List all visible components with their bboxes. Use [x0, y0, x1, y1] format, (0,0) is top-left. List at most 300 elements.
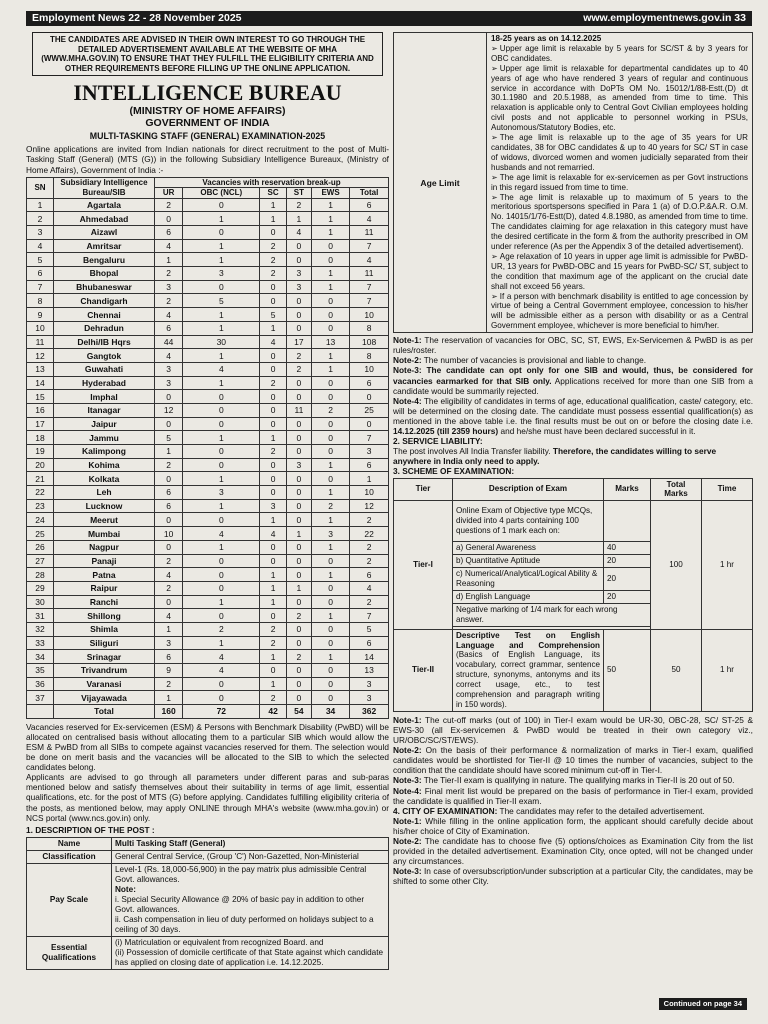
subject-marks: 20 — [604, 555, 651, 568]
cell-obc: 4 — [183, 362, 260, 376]
ministry-name: (MINISTRY OF HOME AFFAIRS) — [129, 105, 286, 118]
advisory-notice: THE CANDIDATES ARE ADVISED IN THEIR OWN INTEREST TO GO THROUGH THE DETAILED ADVERTISEMENT AVAILABLE AT THE WEBSITE OF MHA (WWW.MHA.GOV.IN) TO ENSURE THAT THEY FULFILL THE ELIGIBILITY CRITERIA AND OTHER REQUIREMENTS BEFORE FILLING UP THE ONLINE APPLICATION. — [32, 32, 383, 76]
essential-qualifications-cell — [112, 936, 389, 969]
cell-sn: 17 — [27, 417, 54, 431]
tier-1-label: Tier-I — [394, 501, 453, 629]
cell-obc: 0 — [183, 513, 260, 527]
cell-ews: 0 — [311, 239, 349, 253]
cell-total: 7 — [350, 294, 389, 308]
cell-sib: Ranchi — [54, 595, 155, 609]
cell-st: 0 — [286, 513, 311, 527]
total-cell: 34 — [311, 705, 349, 719]
cell-total: 6 — [350, 458, 389, 472]
cell-sc: 2 — [260, 267, 287, 281]
cell-sc: 2 — [260, 691, 287, 705]
cell-sib: Jammu — [54, 431, 155, 445]
city-note-1 — [393, 816, 753, 836]
post-name-label: Name — [27, 837, 112, 850]
cell-st: 11 — [286, 403, 311, 417]
post-description-heading: 1. DESCRIPTION OF THE POST : — [26, 824, 155, 835]
vacancy-row — [27, 540, 389, 554]
subject-marks: 20 — [604, 590, 651, 603]
cell-obc: 1 — [183, 472, 260, 486]
col-obc: OBC (NCL) — [183, 188, 260, 199]
government-name: GOVERNMENT OF INDIA — [145, 117, 270, 130]
cell-ews: 0 — [311, 622, 349, 636]
note-text: The reservation of vacancies for OBC, SC, ST, EWS, Ex-Servicemen & PwBD is as per rules/roster. — [393, 335, 753, 356]
age-relaxation-item — [491, 44, 748, 64]
cell-st: 0 — [286, 417, 311, 431]
exam-name: MULTI-TASKING STAFF (GENERAL) EXAMINATION-2025 — [89, 131, 326, 142]
col-st: ST — [286, 188, 311, 199]
vacancy-row — [27, 253, 389, 267]
arrow-bullet-icon: ➢ — [491, 63, 498, 73]
cell-sib: Nagpur — [54, 540, 155, 554]
cell-st: 3 — [286, 280, 311, 294]
cell-ews: 2 — [311, 499, 349, 513]
total-cell: 54 — [286, 705, 311, 719]
cell-sib: Amritsar — [54, 239, 155, 253]
pay-note-i: i. Special Security Allowance @ 20% of basic pay in addition to other Govt. allowances. — [115, 894, 365, 914]
note-text: The number of vacancies is provisional and liable to change. — [421, 355, 647, 366]
cell-st: 0 — [286, 294, 311, 308]
vacancy-row — [27, 636, 389, 650]
total-cell: 72 — [183, 705, 260, 719]
cell-total: 7 — [350, 609, 389, 623]
cell-total: 5 — [350, 622, 389, 636]
negative-marking-note: Negative marking of 1/4 mark for each wrong answer. — [453, 603, 651, 626]
col-total: Total — [350, 188, 389, 199]
cell-obc: 1 — [183, 349, 260, 363]
age-limit-range: 18-25 years as on 14.12.2025 — [491, 34, 602, 43]
cell-ews: 0 — [311, 417, 349, 431]
note-label: Note-3: — [393, 775, 422, 786]
cell-ews: 1 — [311, 198, 349, 212]
cell-obc: 4 — [183, 650, 260, 664]
cell-ews: 0 — [311, 445, 349, 459]
vacancy-row — [27, 527, 389, 541]
cell-sib: Shimla — [54, 622, 155, 636]
vacancy-row — [27, 212, 389, 226]
cell-sn: 28 — [27, 568, 54, 582]
esm-paragraph: Vacancies reserved for Ex-servicemen (ESM) & Persons with Benchmark Disability (PwBD) will be allocated on centralised basis without allocating them to a particular SIB which would allow the ESM & PwBD from all SIBs to compete against vacancies reserved for them. The selection would be done on merit basis and the vacancies will be allocated to the SIB to which the selected candidates belong. — [26, 721, 389, 773]
cell-sib: Jaipur — [54, 417, 155, 431]
cell-sib: Srinagar — [54, 650, 155, 664]
cell-sc: 0 — [260, 226, 287, 240]
cell-sc: 1 — [260, 677, 287, 691]
qualification-ii: (ii) Possession of domicile certificate of that State against which candidate has applied on closing date of application i.e. 14.12.2025. — [115, 947, 384, 967]
cell-sib: Panaji — [54, 554, 155, 568]
cell-ur: 12 — [155, 403, 183, 417]
cell-obc: 1 — [183, 253, 260, 267]
vacancy-note-3 — [393, 365, 753, 395]
cell-st: 0 — [286, 568, 311, 582]
cell-obc: 0 — [183, 445, 260, 459]
col-group-vacancies: Vacancies with reservation break-up — [155, 177, 389, 188]
age-limit-label: Age Limit — [394, 33, 487, 332]
pay-note-ii: ii. Cash compensation in lieu of duty performed on holidays subject to a ceiling of 30 days. — [115, 914, 374, 934]
note-text: The Tier-II exam is qualifying in nature. The qualifying marks in Tier-II is 20 out of 50. — [421, 775, 735, 786]
cell-sib: Mumbai — [54, 527, 155, 541]
cell-st: 0 — [286, 636, 311, 650]
cell-obc: 1 — [183, 321, 260, 335]
cell-st: 17 — [286, 335, 311, 349]
cell-sn: 30 — [27, 595, 54, 609]
tier-2-total: 50 — [651, 629, 702, 711]
cell-ur: 0 — [155, 513, 183, 527]
cell-ews: 1 — [311, 568, 349, 582]
cell-sn: 32 — [27, 622, 54, 636]
city-heading: 4. CITY OF EXAMINATION: — [393, 805, 498, 816]
vacancy-row — [27, 267, 389, 281]
cell-ur: 2 — [155, 267, 183, 281]
age-relaxation-text: Age relaxation of 10 years in upper age limit is admissible for PwBD-UR, 13 years for PwBD-OBC and 15 years for PwBD-SC/ ST, subject to the condition that maximum age of the applicant on the crucial date shall not exceed 56 years. — [491, 251, 748, 291]
note-text: The candidate has to choose five (5) options/choices as Examination City from the list provided in the detailed advertisement. Examination City, once opted, will not be changed under any circumstances. — [393, 836, 753, 867]
cell-ur: 1 — [155, 622, 183, 636]
cell-ews: 1 — [311, 650, 349, 664]
cell-obc: 0 — [183, 390, 260, 404]
cell-sib: Trivandrum — [54, 664, 155, 678]
vacancy-row — [27, 486, 389, 500]
cell-ews: 0 — [311, 581, 349, 595]
cell-total: 7 — [350, 280, 389, 294]
cell-sib: Siliguri — [54, 636, 155, 650]
cell-obc: 0 — [183, 609, 260, 623]
cell-sib: Hyderabad — [54, 376, 155, 390]
note-label: Note-2: — [393, 745, 422, 756]
age-relaxation-item — [491, 252, 748, 292]
website-page-number: www.employmentnews.gov.in 33 — [583, 12, 746, 24]
cell-st: 0 — [286, 308, 311, 322]
continued-on-label: Continued on page 34 — [659, 998, 747, 1010]
vacancy-note-4 — [393, 396, 753, 436]
cell-ews: 1 — [311, 226, 349, 240]
essential-qualifications-label: Essential Qualifications — [27, 936, 112, 969]
cell-ur: 2 — [155, 554, 183, 568]
cell-obc: 1 — [183, 431, 260, 445]
cell-total: 14 — [350, 650, 389, 664]
cell-sn: 14 — [27, 376, 54, 390]
age-relaxation-text: Upper age limit is relaxable for departmental candidates up to 40 years of age who have rendered 3 years of regular and continuous service in accordance with DoPTs OM No. 15012/1/88-Estt.(D) dt 30.1.1980 and 20.5.1988, as amended from time to time. This relaxation is applicable only to Central Govt Civilian employees holding civil posts and not applicable to personnel working in PSUs, Autonomous/Statutory Bodies, etc. — [491, 63, 748, 133]
cell-total: 6 — [350, 198, 389, 212]
vacancy-row — [27, 198, 389, 212]
cell-ur: 44 — [155, 335, 183, 349]
cell-sn: 36 — [27, 677, 54, 691]
note-label: Note-4: — [393, 785, 422, 796]
cell-sc: 1 — [260, 431, 287, 445]
col-time: Time — [702, 478, 753, 501]
vacancy-row — [27, 554, 389, 568]
tier-2-title: Descriptive Test on English Language and Comprehension — [456, 630, 600, 650]
scheme-notes — [393, 715, 753, 887]
left-column — [26, 30, 389, 1014]
tier-2-time: 1 hr — [702, 629, 753, 711]
cell-sn: 35 — [27, 664, 54, 678]
scheme-note-4 — [393, 786, 753, 806]
cell-total: 108 — [350, 335, 389, 349]
cell-sn: 5 — [27, 253, 54, 267]
cell-sn: 34 — [27, 650, 54, 664]
cell-sn: 20 — [27, 458, 54, 472]
scheme-note-3 — [393, 775, 753, 785]
cell-obc: 1 — [183, 540, 260, 554]
cell-obc: 4 — [183, 664, 260, 678]
note-text: Final merit list would be prepared on the basis of performance in Tier-I exam, provided the candidate is qualified in Tier-II exam. — [393, 785, 753, 806]
cell-st: 0 — [286, 677, 311, 691]
note-label: Note-2: — [393, 836, 422, 847]
cell-sc: 1 — [260, 513, 287, 527]
cell-total: 12 — [350, 499, 389, 513]
note-text: and he/she must have been declared successful in it. — [498, 426, 696, 437]
cell-st: 0 — [286, 376, 311, 390]
cell-sn: 11 — [27, 335, 54, 349]
col-marks: Marks — [604, 478, 651, 501]
note-text: In case of oversubscription/under subscription at a particular City, the candidates, may be shifted to some other City. — [393, 866, 753, 887]
cell-obc: 4 — [183, 527, 260, 541]
vacancy-row — [27, 417, 389, 431]
cell-ur: 6 — [155, 499, 183, 513]
cell-ur: 0 — [155, 390, 183, 404]
cell-st: 4 — [286, 226, 311, 240]
cell-ur: 4 — [155, 609, 183, 623]
cell-sib: Kalimpong — [54, 445, 155, 459]
total-cell — [27, 705, 54, 719]
cell-sc: 0 — [260, 280, 287, 294]
cell-total: 11 — [350, 267, 389, 281]
cell-sc: 1 — [260, 581, 287, 595]
cell-sn: 21 — [27, 472, 54, 486]
note-text: The cut-off marks (out of 100) in Tier-I exam would be UR-30, OBC-28, SC/ ST-25 & EWS-30 (all Ex-servicemen & PwBD would be treated in their own category viz., UR/OBC/SC/ST/EWS). — [393, 714, 753, 746]
cell-sn: 13 — [27, 362, 54, 376]
age-relaxation-list — [491, 44, 748, 331]
vacancy-row — [27, 349, 389, 363]
cell-sib: Itanagar — [54, 403, 155, 417]
cell-st: 1 — [286, 212, 311, 226]
cell-total: 10 — [350, 362, 389, 376]
cell-sc: 0 — [260, 458, 287, 472]
cell-st: 2 — [286, 362, 311, 376]
cell-sib: Vijayawada — [54, 691, 155, 705]
cell-ur: 4 — [155, 349, 183, 363]
cell-st: 2 — [286, 650, 311, 664]
cell-sib: Lucknow — [54, 499, 155, 513]
vacancy-row — [27, 226, 389, 240]
cell-total: 2 — [350, 554, 389, 568]
cell-obc: 3 — [183, 486, 260, 500]
cell-ews: 0 — [311, 664, 349, 678]
cell-total: 0 — [350, 417, 389, 431]
cell-sib: Bhopal — [54, 267, 155, 281]
cell-st: 0 — [286, 486, 311, 500]
cell-sn: 23 — [27, 499, 54, 513]
vacancy-note-1 — [393, 335, 753, 355]
cell-ur: 4 — [155, 308, 183, 322]
cell-ur: 1 — [155, 253, 183, 267]
cell-obc: 0 — [183, 568, 260, 582]
vacancy-row — [27, 321, 389, 335]
cell-ur: 1 — [155, 691, 183, 705]
col-tier: Tier — [394, 478, 453, 501]
cell-sib: Chennai — [54, 308, 155, 322]
scheme-note-2 — [393, 745, 753, 775]
cell-sc: 5 — [260, 308, 287, 322]
cell-ur: 5 — [155, 431, 183, 445]
age-relaxation-text: If a person with benchmark disability is entitled to age concession by virtue of being a Central Government employee, concession to his/her will be admissible either as a person with disability or as a Central Government employee, whichever is more beneficial to him/her. — [491, 291, 748, 331]
cell-total: 22 — [350, 527, 389, 541]
cell-st: 0 — [286, 622, 311, 636]
cell-st: 0 — [286, 554, 311, 568]
cell-sib: Shillong — [54, 609, 155, 623]
pay-scale-label: Pay Scale — [27, 863, 112, 936]
tier-1-total: 100 — [651, 501, 702, 629]
cell-st: 0 — [286, 499, 311, 513]
cell-ews: 0 — [311, 431, 349, 445]
cell-total: 10 — [350, 486, 389, 500]
cell-st: 0 — [286, 445, 311, 459]
cell-obc: 0 — [183, 226, 260, 240]
cell-total: 6 — [350, 568, 389, 582]
cell-sib: Ahmedabad — [54, 212, 155, 226]
cell-ur: 0 — [155, 540, 183, 554]
cell-st: 2 — [286, 349, 311, 363]
cell-ews: 0 — [311, 636, 349, 650]
cell-st: 0 — [286, 253, 311, 267]
vacancy-row — [27, 390, 389, 404]
cell-ews: 0 — [311, 595, 349, 609]
cell-ur: 0 — [155, 212, 183, 226]
cell-sn: 19 — [27, 445, 54, 459]
arrow-bullet-icon: ➢ — [491, 291, 498, 301]
cell-sib: Kohima — [54, 458, 155, 472]
cell-total: 3 — [350, 691, 389, 705]
tier-1-description: Online Exam of Objective type MCQs, divided into 4 parts containing 100 questions of 1 mark each on: — [453, 501, 604, 542]
post-name-value: Multi Tasking Staff (General) — [112, 837, 389, 850]
service-liability-heading: 2. SERVICE LIABILITY: — [393, 436, 483, 447]
col-total-marks: Total Marks — [651, 478, 702, 501]
cell-obc: 1 — [183, 636, 260, 650]
cell-sn: 29 — [27, 581, 54, 595]
cell-sib: Imphal — [54, 390, 155, 404]
cell-ews: 2 — [311, 403, 349, 417]
cell-ews: 0 — [311, 390, 349, 404]
col-ur: UR — [155, 188, 183, 199]
tier-2-marks: 50 — [604, 629, 651, 711]
cell-ews: 1 — [311, 280, 349, 294]
cell-sc: 2 — [260, 376, 287, 390]
cell-sc: 0 — [260, 472, 287, 486]
age-relaxation-text: The age limit is relaxable up to maximum of 5 years to the meritorious sportspersons specified in Para 1 (a) of D.O.P.&A.R. O.M. No. 14015/1/76-Estt(D), dated 4.8.1980, as amended from time to time. The candidates claiming for age relaxation in this category must have the desired certificate in the form & from the authority prescribed in OM under reference (As per the Appendix 3 of the detailed advertisement). — [491, 192, 748, 252]
cell-st: 0 — [286, 472, 311, 486]
cell-total: 11 — [350, 226, 389, 240]
cell-ews: 0 — [311, 294, 349, 308]
vacancy-row — [27, 568, 389, 582]
cell-ur: 3 — [155, 636, 183, 650]
vacancy-row — [27, 622, 389, 636]
cell-st: 3 — [286, 458, 311, 472]
cell-st: 0 — [286, 540, 311, 554]
cell-sc: 0 — [260, 349, 287, 363]
cell-ur: 0 — [155, 417, 183, 431]
subject-general-awareness: a) General Awareness — [453, 542, 604, 555]
city-note-3 — [393, 866, 753, 886]
cell-total: 4 — [350, 253, 389, 267]
cell-sc: 0 — [260, 294, 287, 308]
cell-sn: 33 — [27, 636, 54, 650]
cell-ur: 6 — [155, 650, 183, 664]
note-label: Note-3: The candidate can opt only for one SIB and would, thus, be considered for vacancies earmarked for that SIB only. — [393, 365, 753, 386]
cell-sc: 0 — [260, 486, 287, 500]
arrow-bullet-icon: ➢ — [491, 251, 498, 261]
cell-obc: 0 — [183, 554, 260, 568]
cell-total: 3 — [350, 445, 389, 459]
cell-sc: 0 — [260, 417, 287, 431]
cell-st: 0 — [286, 321, 311, 335]
tier-2-label: Tier-II — [394, 629, 453, 711]
cell-obc: 1 — [183, 595, 260, 609]
cell-ur: 0 — [155, 472, 183, 486]
cell-sib: Aizawl — [54, 226, 155, 240]
cell-sib: Delhi/IB Hqrs — [54, 335, 155, 349]
scheme-heading: 3. SCHEME OF EXAMINATION: — [393, 466, 515, 477]
cell-sn: 24 — [27, 513, 54, 527]
cell-sib: Agartala — [54, 198, 155, 212]
cell-total: 4 — [350, 212, 389, 226]
city-heading-line — [393, 806, 753, 816]
cell-sn: 22 — [27, 486, 54, 500]
cell-ews: 1 — [311, 362, 349, 376]
cell-st: 1 — [286, 527, 311, 541]
cell-sn: 4 — [27, 239, 54, 253]
cell-sn: 9 — [27, 308, 54, 322]
cell-sib: Bhubaneswar — [54, 280, 155, 294]
note-label: Note-1: — [393, 815, 422, 826]
cell-obc: 2 — [183, 622, 260, 636]
cell-sc: 0 — [260, 554, 287, 568]
vacancy-row — [27, 308, 389, 322]
cell-st: 0 — [286, 691, 311, 705]
cell-obc: 1 — [183, 212, 260, 226]
age-relaxation-text: Upper age limit is relaxable by 5 years for SC/ST & by 3 years for OBC candidates. — [491, 43, 748, 63]
cell-obc: 0 — [183, 198, 260, 212]
note-label: Note-2: — [393, 355, 422, 366]
cell-ur: 9 — [155, 664, 183, 678]
cell-sn: 27 — [27, 554, 54, 568]
subject-reasoning: c) Numerical/Analytical/Logical Ability & Reasoning — [453, 568, 604, 591]
cell-st: 0 — [286, 431, 311, 445]
scheme-note-1 — [393, 715, 753, 745]
vacancy-row — [27, 403, 389, 417]
cell-sc: 1 — [260, 198, 287, 212]
cell-ur: 1 — [155, 445, 183, 459]
cell-sc: 0 — [260, 390, 287, 404]
tier-1-time: 1 hr — [702, 501, 753, 629]
cell-total: 3 — [350, 677, 389, 691]
issue-date: Employment News 22 - 28 November 2025 — [32, 12, 242, 24]
service-text: The post involves All India Transfer liability. — [393, 446, 553, 457]
tier-2-description — [453, 629, 604, 711]
cell-obc: 0 — [183, 691, 260, 705]
age-limit-details — [487, 33, 752, 332]
cell-ur: 3 — [155, 280, 183, 294]
cell-ews: 1 — [311, 349, 349, 363]
cell-sc: 2 — [260, 622, 287, 636]
city-text: The candidates may refer to the detailed advertisement. — [497, 805, 705, 816]
vacancy-row — [27, 431, 389, 445]
cell-obc: 0 — [183, 677, 260, 691]
note-label: Note-1: — [393, 714, 422, 725]
age-relaxation-text: The age limit is relaxable for ex-servicemen as per Govt instructions in this regard issued from time to time. — [491, 172, 748, 192]
post-description-table — [26, 837, 389, 970]
